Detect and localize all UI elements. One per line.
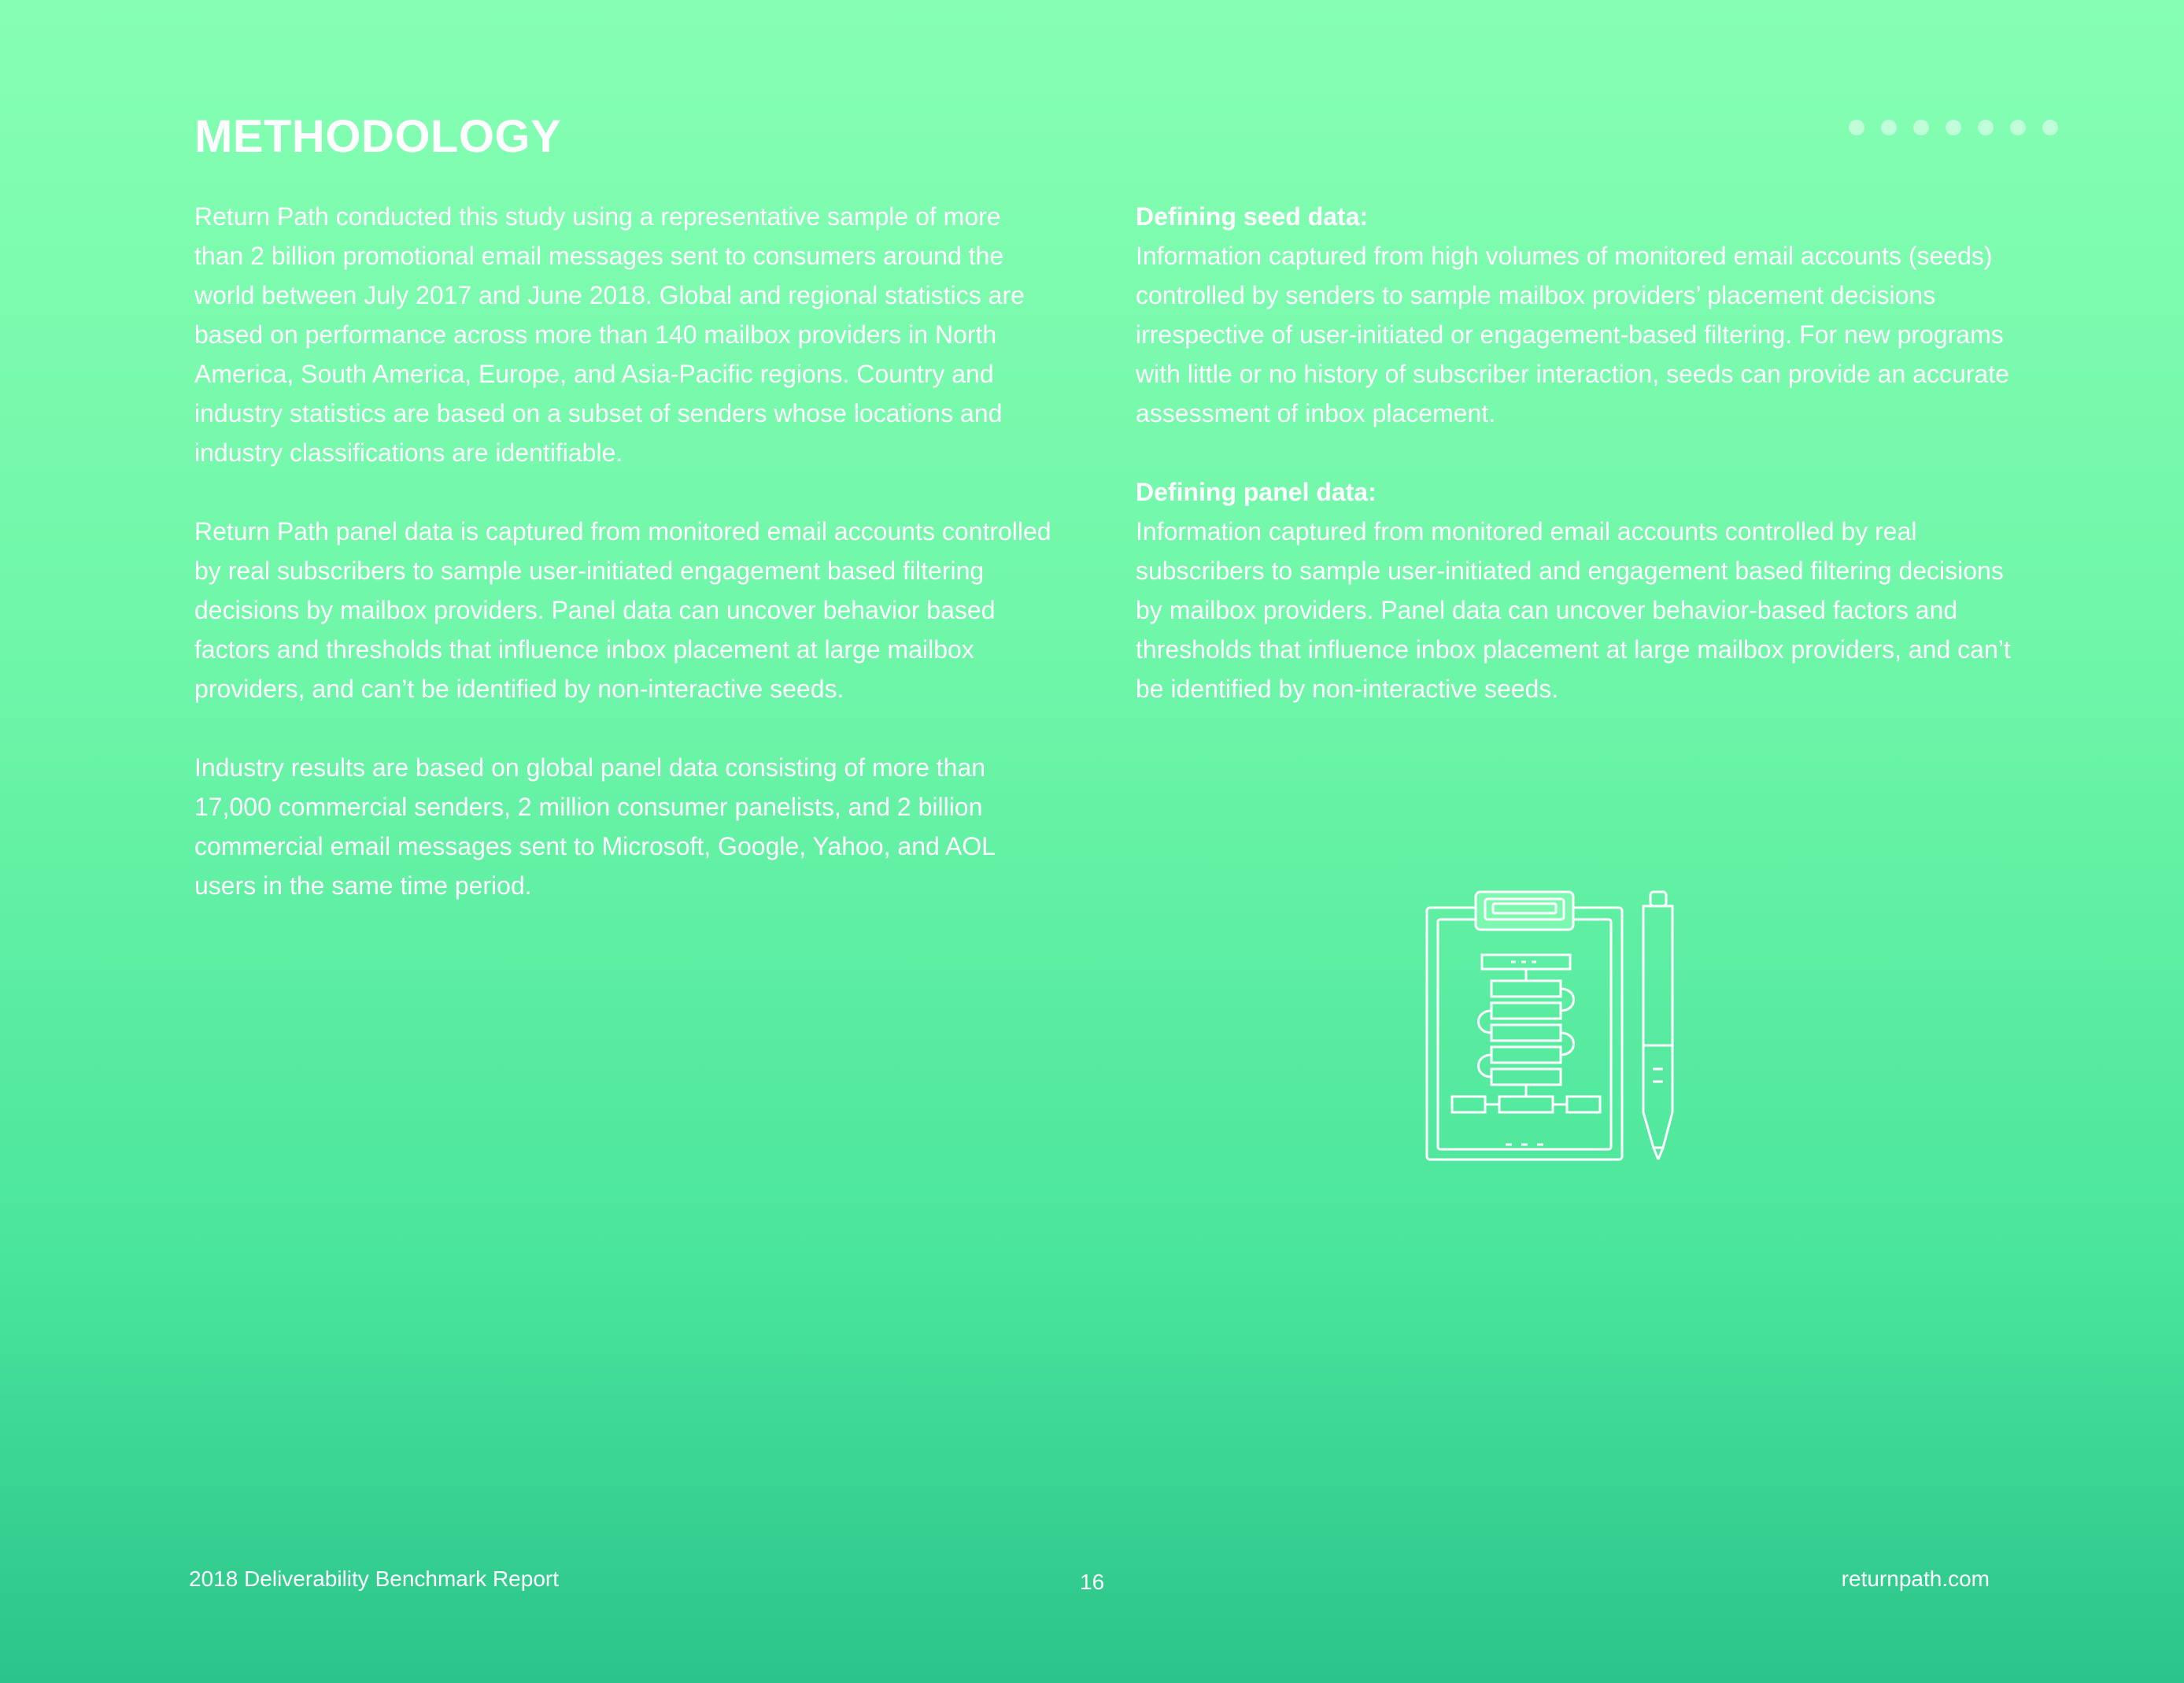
page-dot (1849, 120, 1864, 135)
seed-data-section (1136, 197, 2033, 433)
page-dot (1946, 120, 1961, 135)
footer-page-number: 16 (1080, 1570, 1105, 1594)
panel-data-paragraph: Return Path panel data is captured from monitored email accounts controlled by real subscribers to sample user-initiated engagement based filtering decisions by mailbox providers. Panel data can uncover behavior based factors and thresholds that influence inbox placement at large mailbox providers, and can’t be identified by non-interactive seeds. (194, 517, 1051, 703)
footer-report-name: 2018 Deliverability Benchmark Report (189, 1566, 559, 1591)
page-title: METHODOLOGY (194, 111, 562, 162)
page-dot (1978, 120, 1994, 135)
page-dots (1849, 120, 2058, 135)
clipboard-pen-icon (1421, 888, 1680, 1163)
page-dot (1881, 120, 1897, 135)
panel-data-body: Information captured from monitored email accounts controlled by real subscribers to sample user-initiated and engagement based filtering decisions by mailbox providers. Panel data can uncover behavior-based factors and thresholds that influence inbox placement at large mailbox providers, and can’t be identified by non-interactive seeds. (1136, 517, 2011, 703)
seed-data-body: Information captured from high volumes of monitored email accounts (seeds) controlled by senders to sample mailbox providers’ placement decisions irrespective of user-initiated or engagement-based filtering. For new programs with little or no history of subscriber interaction, seeds can provide an accurate assessment of inbox placement. (1136, 242, 2009, 427)
page-dot (1913, 120, 1929, 135)
page-dot (2010, 120, 2026, 135)
left-column (194, 197, 1052, 945)
page-dot (2042, 120, 2058, 135)
panel-data-section (1136, 472, 2033, 708)
methodology-paragraph: Return Path conducted this study using a representative sample of more than 2 billion promotional email messages sent to consumers around the world between July 2017 and June 2018. Global and regional statistics are based on performance across more than 140 mailbox providers in North America, South America, Europe, and Asia-Pacific regions. Country and industry statistics are based on a subset of senders whose locations and industry classifications are identifiable. (194, 202, 1025, 467)
seed-data-heading: Defining seed data: (1136, 202, 1369, 231)
right-column (1136, 197, 2033, 748)
footer-website-link[interactable]: returnpath.com (1841, 1566, 1990, 1591)
industry-results-paragraph: Industry results are based on global panel data consisting of more than 17,000 commercial senders, 2 million consumer panelists, and 2 billion commercial email messages sent to Microsoft, Google, Yahoo, and AOL users in the same time period. (194, 753, 995, 900)
panel-data-heading: Defining panel data: (1136, 478, 1377, 506)
